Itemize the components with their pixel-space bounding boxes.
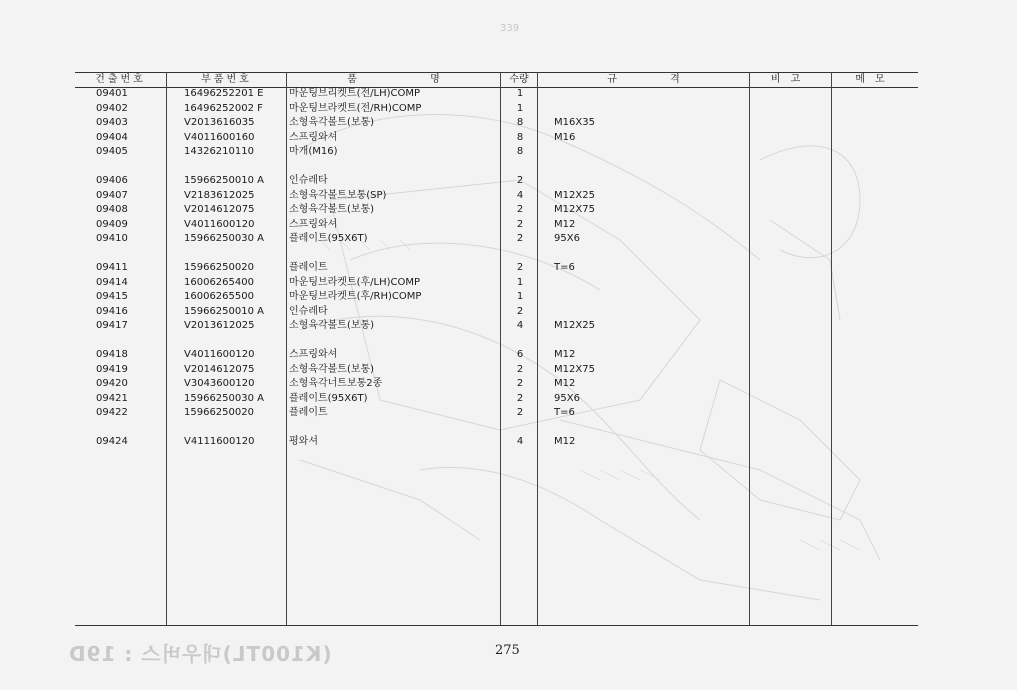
item-number-cell: 09405	[96, 146, 128, 157]
part-name-cell: 마운팅브라켓트(후/LH)COMP	[289, 276, 421, 288]
quantity-cell: 1	[516, 88, 524, 99]
bleed-through-text: (K100TL)대우버스 : 19D	[68, 642, 332, 666]
part-name-cell: 스프링와셔	[289, 349, 338, 360]
specification-cell: M16	[554, 131, 576, 143]
item-number-cell: 09408	[96, 204, 128, 215]
table-row	[75, 232, 918, 247]
part-number-cell: V4011600160	[184, 131, 255, 143]
table-row	[75, 203, 918, 218]
part-number-cell: 15966250020	[184, 407, 254, 418]
header-item-number: 건출번호	[95, 74, 146, 85]
part-name-cell: 스프링와셔	[289, 131, 338, 143]
quantity-cell: 4	[516, 189, 524, 201]
header-part-name: 품 명	[347, 74, 440, 85]
header-remark: 비고	[770, 74, 811, 85]
part-number-cell: 16006265500	[184, 291, 254, 302]
specification-cell: M12	[554, 218, 576, 230]
part-number-cell: 15966250010 A	[184, 305, 265, 317]
item-number-cell: 09401	[96, 88, 128, 99]
specification-cell: T=6	[554, 262, 575, 273]
quantity-cell: 2	[516, 363, 524, 375]
item-number-cell: 09404	[96, 131, 128, 143]
quantity-cell: 8	[516, 146, 524, 157]
quantity-cell: 1	[516, 276, 524, 288]
item-number-cell: 09414	[96, 276, 128, 288]
header-memo: 메모	[855, 74, 895, 85]
part-name-cell: 플레이트(95X6T)	[289, 392, 368, 404]
item-number-cell: 09409	[96, 218, 128, 230]
part-name-cell: 소형육각볼트(보통)	[289, 320, 375, 331]
table-bottom-rule	[75, 625, 918, 626]
item-number-cell: 09406	[96, 175, 128, 186]
part-name-cell: 플레이트	[289, 262, 328, 273]
part-name-cell: 마운팅브리켓트(전/LH)COMP	[289, 88, 421, 99]
part-name-cell: 플레이트(95X6T)	[289, 233, 368, 244]
part-number-cell: V4011600120	[184, 349, 255, 360]
quantity-cell: 2	[516, 233, 524, 244]
item-number-cell: 09424	[96, 436, 128, 447]
quantity-cell: 2	[516, 175, 524, 186]
specification-cell: M12	[554, 378, 576, 389]
quantity-cell: 4	[516, 320, 524, 331]
specification-cell: M12	[554, 349, 576, 360]
part-number-cell: 16496252002 F	[184, 102, 263, 114]
quantity-cell: 8	[516, 117, 524, 128]
quantity-cell: 6	[516, 349, 524, 360]
table-row	[75, 174, 918, 189]
header-specification: 규 격	[607, 74, 680, 85]
part-number-cell: 15966250020	[184, 262, 254, 273]
table-row	[75, 131, 918, 146]
part-name-cell: 소형육각볼트(보통)	[289, 117, 375, 128]
table-row	[75, 348, 918, 363]
item-number-cell: 09415	[96, 291, 128, 302]
header-quantity: 수량	[509, 74, 529, 85]
parts-table	[75, 72, 918, 627]
table-row	[75, 145, 918, 160]
part-name-cell: 소형육각볼트(보통)	[289, 363, 375, 375]
quantity-cell: 2	[516, 378, 524, 389]
table-row	[75, 305, 918, 320]
page-number: 275	[495, 643, 520, 658]
item-number-cell: 09402	[96, 102, 128, 114]
faded-page-marker: 339	[500, 23, 520, 34]
table-row	[75, 218, 918, 233]
part-number-cell: V2013616035	[184, 117, 255, 128]
specification-cell: M12X75	[554, 204, 595, 215]
item-number-cell: 09403	[96, 117, 128, 128]
table-row	[75, 87, 918, 102]
part-number-cell: 16006265400	[184, 276, 254, 288]
part-number-cell: 15966250030 A	[184, 392, 265, 404]
part-number-cell: V2183612025	[184, 189, 255, 201]
header-part-number: 부품번호	[201, 74, 252, 85]
quantity-cell: 2	[516, 407, 524, 418]
part-number-cell: 15966250030 A	[184, 233, 265, 244]
item-number-cell: 09416	[96, 305, 128, 317]
quantity-cell: 2	[516, 305, 524, 317]
table-row	[75, 319, 918, 334]
part-number-cell: 15966250010 A	[184, 175, 265, 186]
part-number-cell: 14326210110	[184, 146, 254, 157]
item-number-cell: 09411	[96, 262, 128, 273]
part-number-cell: V2013612025	[184, 320, 255, 331]
part-name-cell: 마운팅브라켓트(후/RH)COMP	[289, 291, 422, 302]
table-row	[75, 363, 918, 378]
item-number-cell: 09418	[96, 349, 128, 360]
specification-cell: 95X6	[554, 392, 580, 404]
part-name-cell: 플레이트	[289, 407, 328, 418]
table-row	[75, 377, 918, 392]
quantity-cell: 8	[516, 131, 524, 143]
table-row	[75, 102, 918, 117]
table-row	[75, 116, 918, 131]
item-number-cell: 09420	[96, 378, 128, 389]
item-number-cell: 09422	[96, 407, 128, 418]
part-number-cell: V4111600120	[184, 436, 255, 447]
quantity-cell: 2	[516, 392, 524, 404]
quantity-cell: 2	[516, 204, 524, 215]
specification-cell: 95X6	[554, 233, 580, 244]
item-number-cell: 09419	[96, 363, 128, 375]
item-number-cell: 09417	[96, 320, 128, 331]
part-name-cell: 스프링와셔	[289, 218, 338, 230]
part-number-cell: V4011600120	[184, 218, 255, 230]
quantity-cell: 2	[516, 262, 524, 273]
item-number-cell: 09421	[96, 392, 128, 404]
table-row	[75, 435, 918, 450]
table-row	[75, 276, 918, 291]
table-row	[75, 261, 918, 276]
specification-cell: M12X25	[554, 189, 595, 201]
specification-cell: M12X25	[554, 320, 595, 331]
quantity-cell: 2	[516, 218, 524, 230]
part-number-cell: V2014612075	[184, 363, 255, 375]
table-row	[75, 392, 918, 407]
part-name-cell: 평와셔	[289, 436, 318, 447]
part-number-cell: V2014612075	[184, 204, 255, 215]
part-number-cell: V3043600120	[184, 378, 255, 389]
table-row	[75, 189, 918, 204]
part-name-cell: 소형육각볼트(보통)	[289, 204, 375, 215]
item-number-cell: 09407	[96, 189, 128, 201]
specification-cell: M12X75	[554, 363, 595, 375]
specification-cell: M16X35	[554, 117, 595, 128]
table-row	[75, 406, 918, 421]
specification-cell: T=6	[554, 407, 575, 418]
part-name-cell: 마운팅브라켓트(전/RH)COMP	[289, 102, 422, 114]
part-name-cell: 마개(M16)	[289, 146, 338, 157]
item-number-cell: 09410	[96, 233, 128, 244]
quantity-cell: 4	[516, 436, 524, 447]
table-row	[75, 290, 918, 305]
part-name-cell: 소형육각볼트보통(SP)	[289, 189, 387, 201]
part-name-cell: 인슈레타	[289, 305, 328, 317]
part-number-cell: 16496252201 E	[184, 88, 264, 99]
part-name-cell: 인슈레타	[289, 175, 328, 186]
specification-cell: M12	[554, 436, 576, 447]
quantity-cell: 1	[516, 102, 524, 114]
part-name-cell: 소형육각너트보통2종	[289, 378, 383, 389]
quantity-cell: 1	[516, 291, 524, 302]
